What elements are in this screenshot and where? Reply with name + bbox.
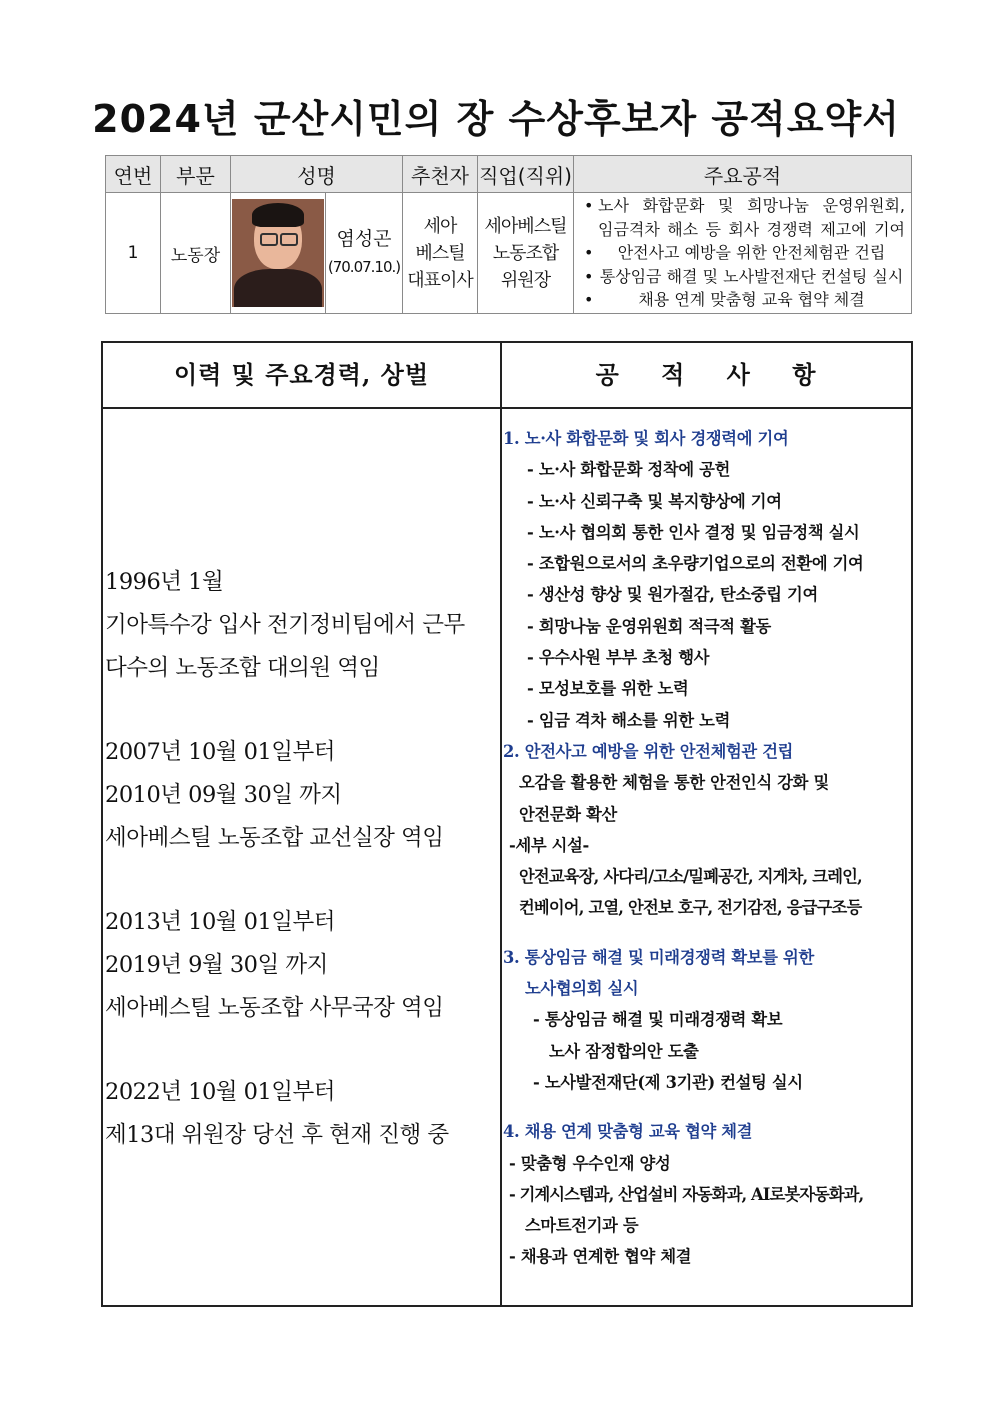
photo-cell: [231, 193, 326, 314]
recommender-line: 세아: [423, 215, 457, 237]
achievement-line: - 모성보호를 위한 노력: [527, 679, 689, 699]
history-line: 2013년 10월 01일부터: [105, 909, 336, 935]
achievement-heading: 2. 안전사고 예방을 위한 안전체험관 건립: [503, 741, 794, 761]
job-line: 노동조합: [492, 242, 559, 264]
achievement-line: - 맞춤형 우수인재 양성: [509, 1153, 671, 1173]
achievement-line: -세부 시설-: [509, 835, 589, 855]
achievement-line: - 통상임금 해결 및 미래경쟁력 확보: [533, 1010, 783, 1030]
achievement-line: 오감을 활용한 체험을 통한 안전인식 강화 및: [519, 773, 829, 793]
header-category: 부문: [161, 156, 231, 193]
merits-cell: [574, 193, 912, 314]
history-list: [105, 561, 500, 1157]
achievement-line: 안전교육장, 사다리/고소/밀폐공간, 지게차, 크레인,: [519, 867, 862, 887]
summary-table: [105, 155, 912, 314]
candidate-dob: (70.07.10.): [327, 258, 401, 276]
detail-table: [101, 341, 913, 1307]
achievement-heading-cont: 노사협의회 실시: [525, 979, 639, 999]
merit-item: [598, 265, 905, 289]
summary-header-row: [106, 156, 912, 193]
achievement-line: 컨베이어, 고열, 안전보 호구, 전기감전, 응급구조등: [519, 898, 862, 918]
header-recommender: 추천자: [403, 156, 478, 193]
achievements-list: [503, 423, 915, 1273]
history-line: 다수의 노동조합 대의원 역임: [105, 655, 380, 681]
history-line: 세아베스틸 노동조합 사무국장 역임: [105, 995, 444, 1021]
row-no: 1: [106, 193, 161, 314]
history-line: 2019년 9월 30일 까지: [105, 952, 328, 978]
achievement-line: - 채용과 연계한 협약 체결: [509, 1247, 692, 1267]
history-line: 제13대 위원장 당선 후 현재 진행 중: [105, 1122, 449, 1148]
achievements-heading: 공 적 사 항: [595, 360, 818, 389]
header-divider: [103, 407, 911, 409]
merit-text: • 통상임금 해결 및 노사발전재단 컨설팅 실시: [599, 266, 904, 286]
achievement-line: 노사 잠정합의안 도출: [549, 1041, 699, 1061]
history-line: 세아베스틸 노동조합 교선실장 역임: [105, 825, 444, 851]
recommender-cell: [403, 193, 478, 314]
achievement-line: - 희망나눔 운영위원회 적극적 활동: [527, 616, 771, 636]
merits-list: [580, 194, 905, 312]
merit-item: [598, 241, 905, 265]
row-category: 노동장: [161, 193, 231, 314]
history-line: 2007년 10월 01일부터: [105, 739, 336, 765]
job-line: 세아베스틸: [484, 215, 567, 237]
achievement-heading: 3. 통상임금 해결 및 미래경쟁력 확보를 위한: [503, 947, 814, 967]
history-heading: 이력 및 주요경력, 상벌: [173, 360, 430, 389]
job-line: 위원장: [500, 269, 551, 291]
merit-item: [598, 288, 905, 312]
achievement-line: 스마트전기과 등: [525, 1216, 639, 1236]
document-title: 2024년 군산시민의 장 수상후보자 공적요약서: [92, 97, 900, 141]
job-cell: [478, 193, 574, 314]
achievement-line: - 생산성 향상 및 원가절감, 탄소중립 기여: [527, 585, 818, 605]
column-divider: [500, 343, 502, 1305]
header-job: 직업(직위): [478, 156, 574, 193]
achievement-heading: 4. 채용 연계 맞춤형 교육 협약 체결: [503, 1122, 753, 1142]
merit-text: • 안전사고 예방을 위한 안전체험관 건립: [617, 243, 886, 263]
merit-text: • 노사 화합문화 및 희망나눔 운영위원회,: [598, 196, 906, 216]
achievement-line: - 노·사 협의회 통한 인사 결정 및 임금정책 실시: [527, 522, 860, 542]
history-line: 기아특수강 입사 전기정비팀에서 근무: [105, 612, 465, 638]
merit-text: • 채용 연계 맞춤형 교육 협약 체결: [638, 290, 865, 310]
candidate-name: 염성곤: [336, 228, 392, 250]
achievement-line: - 노사발전재단(제 3기관) 컨설팅 실시: [533, 1072, 803, 1092]
candidate-photo: [232, 199, 324, 307]
header-no: 연번: [106, 156, 161, 193]
recommender-line: 베스틸: [415, 242, 465, 264]
achievement-line: - 기계시스템과, 산업설비 자동화과, AI로봇자동화과,: [509, 1184, 864, 1204]
history-line: 1996년 1월: [105, 569, 224, 595]
merit-item: [598, 194, 905, 241]
achievement-line: - 임금 격차 해소를 위한 노력: [527, 710, 731, 730]
header-merits: 주요공적: [574, 156, 912, 193]
summary-data-row: [106, 193, 912, 314]
achievement-line: - 노·사 신뢰구축 및 복지향상에 기여: [527, 491, 782, 511]
recommender-line: 대표이사: [407, 269, 473, 291]
achievement-heading: 1. 노·사 화합문화 및 회사 경쟁력에 기여: [503, 429, 789, 448]
achievement-line: - 우수사원 부부 초청 행사: [527, 648, 710, 668]
history-line: 2022년 10월 01일부터: [105, 1079, 336, 1105]
history-line: 2010년 09월 30일 까지: [105, 782, 342, 808]
merit-text: 임금격차 해소 등 회사 경쟁력 제고에 기여: [598, 219, 906, 239]
name-cell: [326, 193, 403, 314]
achievement-line: - 조합원으로서의 초우량기업으로의 전환에 기여: [527, 554, 864, 574]
header-name: 성명: [231, 156, 403, 193]
achievement-line: 안전문화 확산: [519, 804, 617, 824]
achievement-line: - 노·사 화합문화 정착에 공헌: [527, 460, 731, 480]
